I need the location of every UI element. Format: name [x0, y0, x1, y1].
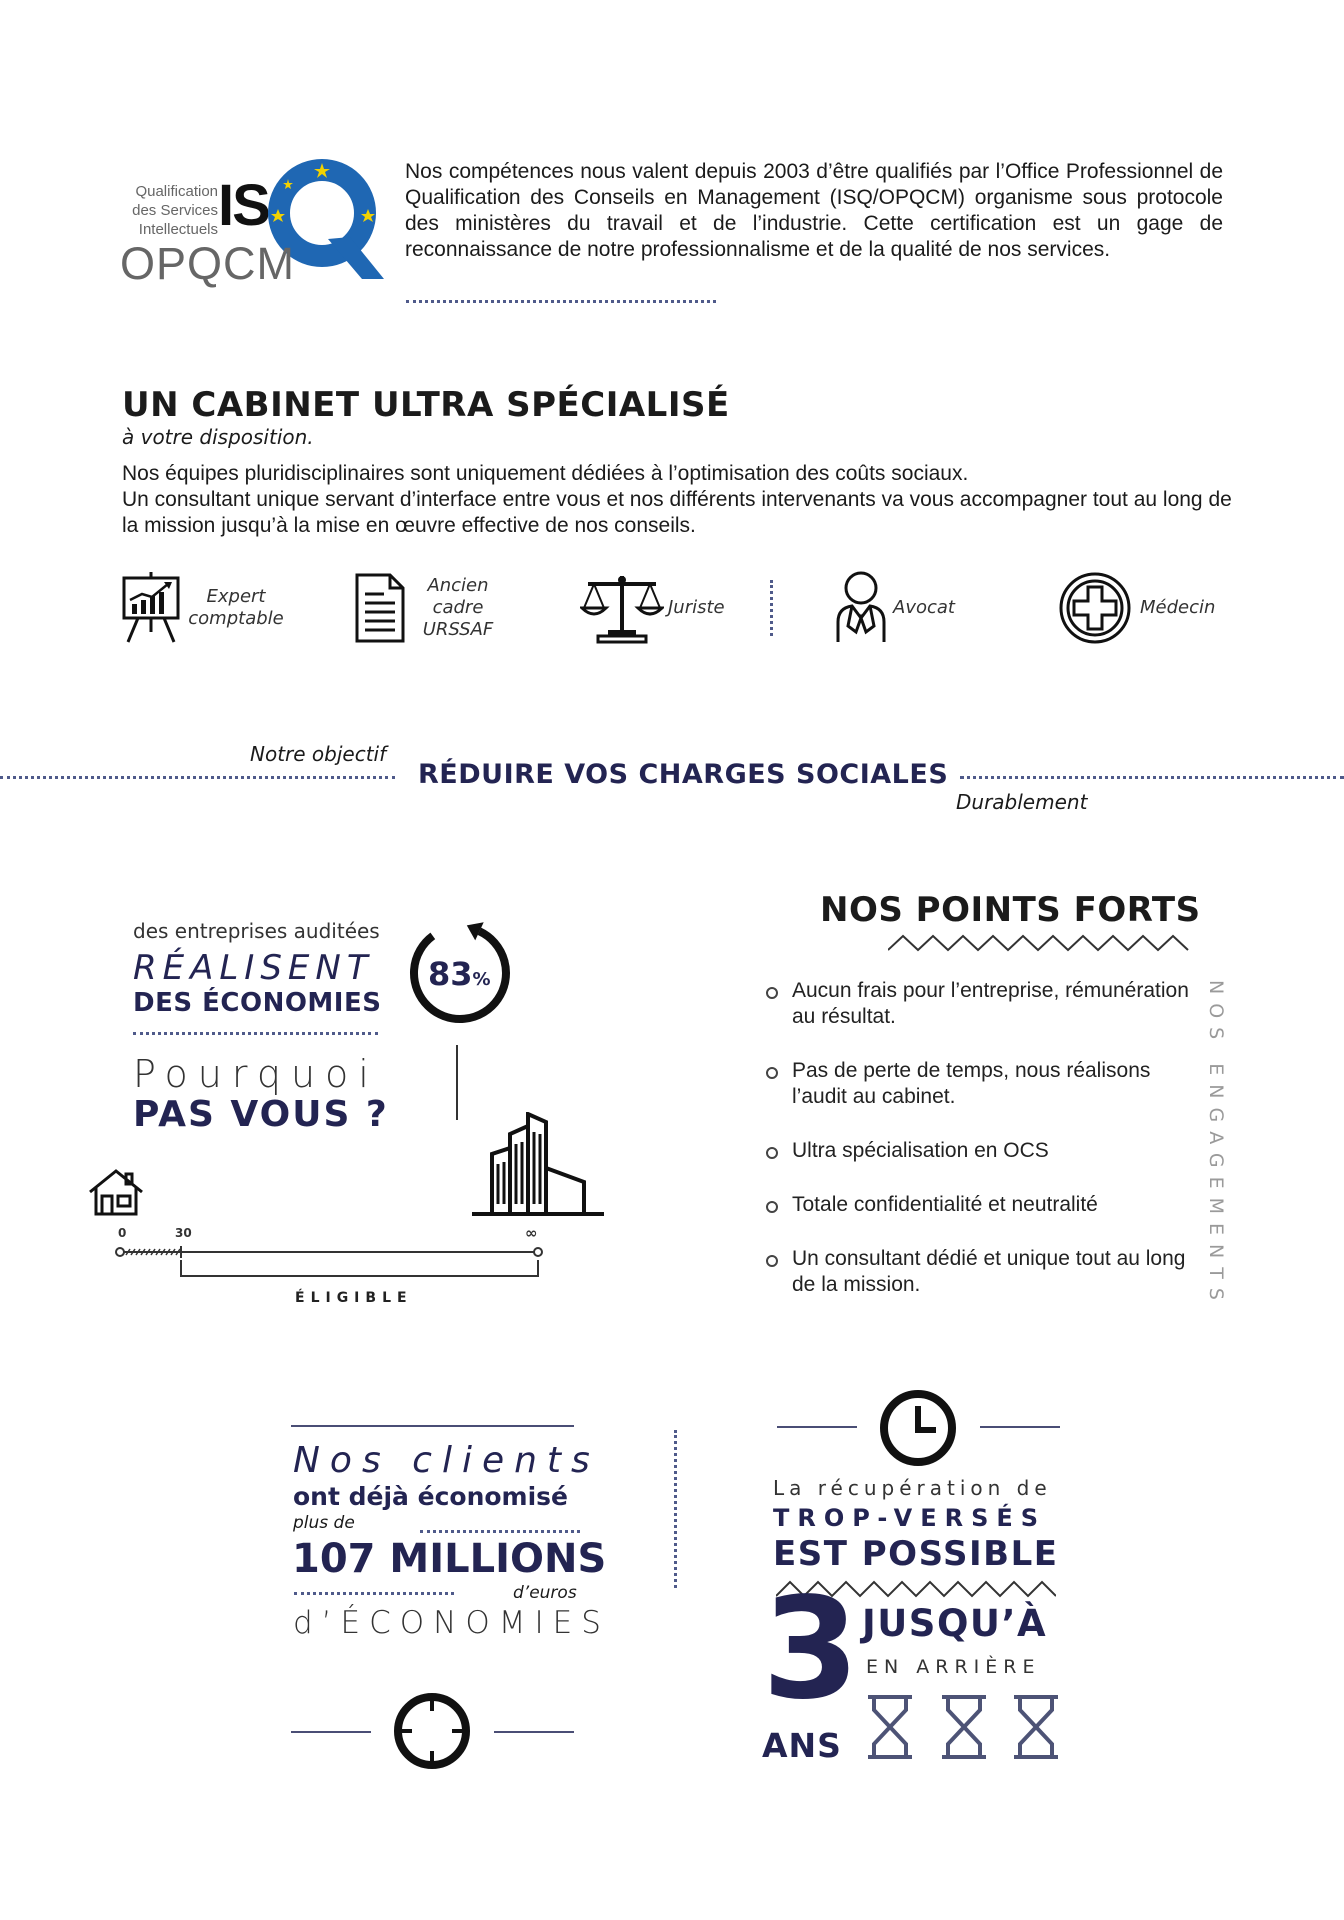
pourquoi-text: Pourquoi	[133, 1052, 379, 1096]
scales-icon	[580, 572, 664, 644]
role-line: URSSAF	[422, 619, 494, 640]
list-item: Pas de perte de temps, nous réalisons l’audit au cabinet.	[766, 1058, 1206, 1110]
house-icon	[88, 1168, 144, 1216]
role-line: comptable	[188, 608, 284, 629]
clock-icon	[878, 1388, 958, 1468]
list-item: Un consultant dédié et unique tout au long de la mission.	[766, 1246, 1206, 1298]
list-item: Ultra spécialisation en OCS	[766, 1138, 1206, 1164]
logo-caption-line1: Qualification	[135, 183, 218, 200]
list-item: Aucun frais pour l’entreprise, rémunération au résultat.	[766, 978, 1206, 1030]
clock-rule-left	[777, 1426, 857, 1428]
logo-caption-line3: Intellectuels	[138, 221, 218, 238]
stats-dotted-divider	[133, 1032, 378, 1035]
scale-tick-30: 30	[175, 1226, 192, 1240]
target-rule-right	[494, 1731, 574, 1733]
years-number: 3	[762, 1568, 860, 1731]
center-dotted-divider	[674, 1430, 677, 1588]
objectif-title: RÉDUIRE VOS CHARGES SOCIALES	[418, 759, 949, 790]
cabinet-description-line1: Nos équipes pluridisciplinaires sont uniquement dédiées à l’optimisation des coûts sociaux.	[122, 462, 969, 485]
hourglass-icon	[942, 1697, 986, 1757]
isq-opqcm-logo	[118, 150, 378, 300]
percent-number: 83	[428, 955, 473, 993]
clock-rule-right	[980, 1426, 1060, 1428]
points-forts-list	[766, 978, 1206, 1326]
role-line: cadre	[432, 597, 484, 618]
scale-tick-infinity: ∞	[525, 1224, 538, 1242]
percent-value	[428, 955, 491, 993]
zigzag-divider	[888, 934, 1190, 952]
deja-economise-text: ont déjà économisé	[293, 1482, 568, 1511]
role-label-medecin: Médecin	[1140, 597, 1216, 618]
realisent-text: RÉALISENT	[133, 948, 374, 988]
audited-label: des entreprises auditées	[133, 919, 380, 943]
years-unit: ANS	[762, 1726, 842, 1765]
percent-sign: %	[472, 969, 491, 990]
intro-paragraph: Nos compétences nous valent depuis 2003 d’être qualifiés par l’Office Professionnel de Qualification des Conseils en Management (ISQ/OPQCM) organisme sous protocole des ministères du travail et de l’industrie. Cette certification est un gage de reconnaissance de notre professionnalisme et de la qualité de nos services.	[405, 160, 1223, 261]
recuperation-label: La récupération de	[773, 1476, 1052, 1500]
role-label-expert-comptable	[186, 586, 286, 630]
logo-is: IS	[218, 173, 269, 238]
amount-text: 107 MILLIONS	[292, 1536, 607, 1582]
role-line: Ancien	[427, 575, 489, 596]
plus-de-text: plus de	[293, 1513, 355, 1533]
role-line: Expert	[206, 586, 266, 607]
engagements-side-label: NOS ENGAGEMENTS	[1205, 980, 1227, 1309]
cabinet-description-line2: Un consultant unique servant d’interface entre vous et nos différents intervenants va vous accompagner tout au long de la mission jusqu’à la mise en œuvre effective de nos conseils.	[122, 488, 1232, 537]
eligible-label: ÉLIGIBLE	[295, 1290, 413, 1306]
objectif-dotted-right	[960, 776, 1344, 779]
role-label-ancien-cadre-urssaf	[408, 575, 508, 641]
cabinet-subtitle: à votre disposition.	[122, 425, 314, 449]
role-label-avocat: Avocat	[893, 597, 955, 618]
clients-top-rule	[291, 1425, 574, 1427]
des-economies-text: DES ÉCONOMIES	[133, 988, 382, 1018]
list-item: Totale confidentialité et neutralité	[766, 1192, 1206, 1218]
points-forts-title: NOS POINTS FORTS	[820, 890, 1201, 930]
lawyer-icon	[834, 570, 888, 644]
role-label-juriste: Juriste	[668, 597, 725, 618]
objectif-label: Notre objectif	[250, 742, 387, 766]
est-possible-text: EST POSSIBLE	[773, 1534, 1059, 1574]
stats-vertical-rule	[456, 1045, 458, 1120]
objectif-dotted-left	[0, 776, 395, 779]
logo-caption	[118, 182, 218, 239]
medical-cross-icon	[1058, 571, 1132, 645]
hourglass-icon	[1014, 1697, 1058, 1757]
chart-presentation-icon	[120, 570, 182, 644]
objectif-suffix: Durablement	[956, 790, 1088, 814]
intro-dotted-divider	[406, 300, 716, 303]
clients-dotted-2	[294, 1592, 454, 1595]
scale-tick-0: 0	[118, 1226, 127, 1240]
economies-text: d’ÉCONOMIES	[293, 1605, 610, 1641]
jusqu-a-text: JUSQU’À	[862, 1602, 1048, 1645]
logo-caption-line2: des Services	[132, 202, 218, 219]
hourglass-icon	[868, 1697, 912, 1757]
pas-vous-text: PAS VOUS ?	[133, 1094, 389, 1135]
eligibility-scale	[110, 1240, 550, 1280]
roles-dotted-divider	[770, 580, 773, 636]
cabinet-description	[122, 461, 1232, 539]
en-arriere-text: EN ARRIÈRE	[866, 1656, 1041, 1678]
target-rule-left	[291, 1731, 371, 1733]
nos-clients-text: Nos clients	[293, 1440, 600, 1481]
buildings-icon	[470, 1112, 606, 1218]
cabinet-title: UN CABINET ULTRA SPÉCIALISÉ	[122, 385, 730, 425]
document-icon	[354, 572, 406, 644]
logo-opqcm: OPQCM	[120, 238, 296, 289]
hourglass-row	[866, 1694, 1062, 1760]
clients-dotted-1	[420, 1530, 580, 1533]
euros-text: d’euros	[513, 1583, 577, 1603]
trop-verses-text: TROP-VERSÉS	[773, 1504, 1047, 1532]
target-icon	[392, 1691, 472, 1771]
